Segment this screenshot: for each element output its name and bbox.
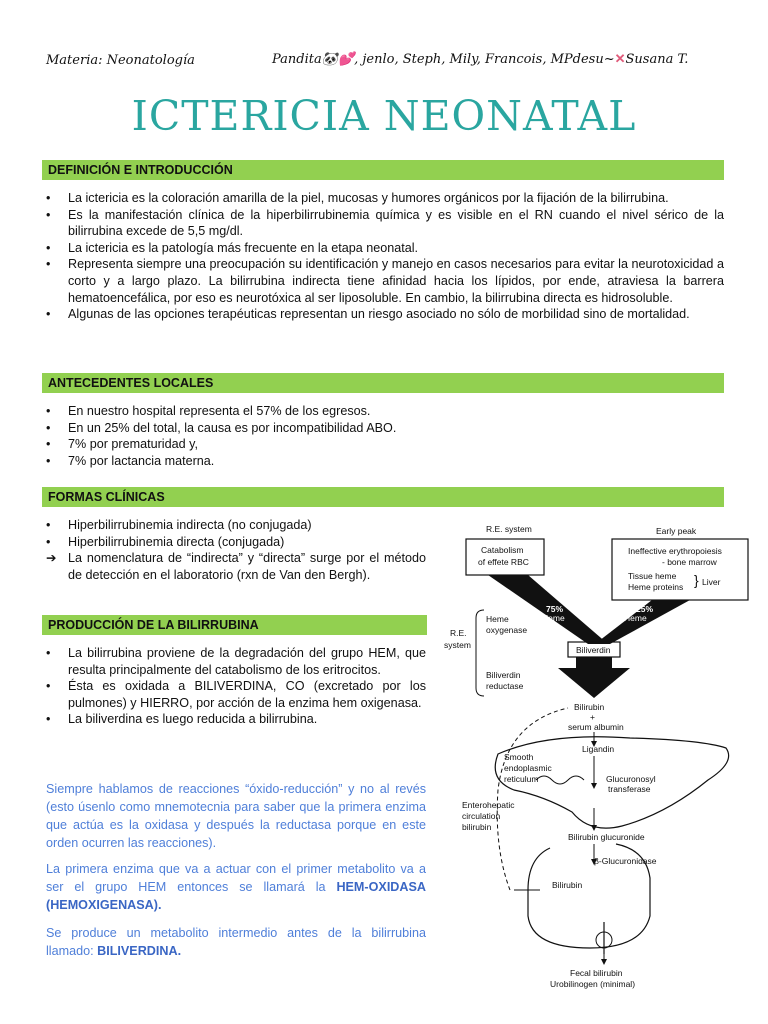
glucuronosyl-label-1: Glucuronosyl	[606, 774, 656, 784]
page-title: ICTERICIA NEONATAL	[131, 92, 637, 140]
liver-brace-icon: }	[694, 572, 699, 588]
glucuronosyl-label-2: transferase	[608, 784, 651, 794]
bullet-icon: •	[46, 646, 51, 660]
enterohepatic-dashed-path	[497, 708, 568, 890]
bullet-icon: •	[46, 534, 51, 549]
bullet-icon: •	[46, 518, 51, 532]
heme-proteins-label: Heme proteins	[628, 582, 684, 592]
list-item: • La ictericia es la coloración amarilla de la piel, mucosas y humores orgánicos por la fijación de la bilirrubina.	[46, 191, 669, 205]
biliverdina-term: BILIVERDINA.	[97, 944, 182, 958]
ineffective-label-2: - bone marrow	[662, 557, 717, 567]
authors-part-c: Susana T.	[625, 52, 689, 67]
ineffective-label-1: Ineffective erythropoiesis	[628, 546, 722, 556]
catabolism-label-1: Catabolism	[481, 545, 524, 555]
liver-label: Liver	[702, 577, 721, 587]
bilirubin-label: Bilirubin	[574, 702, 605, 712]
bullet-icon: •	[46, 240, 51, 255]
urobilinogen-label: Urobilinogen (minimal)	[550, 979, 636, 989]
list-item: • 7% por lactancia materna.	[46, 453, 215, 468]
panda-icon: 🐼	[321, 52, 338, 67]
re-system-top-label: R.E. system	[486, 524, 532, 534]
smooth-er-label-2: endoplasmic	[504, 763, 552, 773]
ligandin-label: Ligandin	[582, 744, 615, 754]
authors-part-a: Pandita	[272, 52, 322, 67]
list-produccion	[42, 645, 426, 728]
list-definicion	[42, 190, 724, 323]
list-item: • La bilirrubina proviene de la degradación del grupo HEM, que resulta principalmente del catabolismo de los eritrocitos.	[46, 646, 426, 677]
authors-label	[272, 52, 712, 67]
bullet-icon: •	[46, 437, 51, 452]
bullet-icon: •	[46, 207, 51, 222]
re-system-side-label-1: R.E.	[450, 628, 467, 638]
bullet-icon: •	[46, 257, 51, 272]
list-item: ➔ La nomenclatura de “indirecta” y “directa” surge por el método de detección en el laboratorio (rxn de Van den Bergh).	[46, 551, 426, 582]
section-heading-formas: FORMAS CLÍNICAS	[42, 487, 724, 507]
bullet-icon: •	[46, 453, 51, 468]
tissue-heme-label: Tissue heme	[628, 571, 677, 581]
bullet-icon: •	[46, 420, 51, 435]
pct-75-label: 75%	[546, 604, 564, 614]
beta-glucuronidase-label: β-Glucuronidase	[594, 856, 657, 866]
biliverdin-reductase-label-2: reductase	[486, 681, 524, 691]
list-item: • La ictericia es la patología más frecuente en la etapa neonatal.	[46, 240, 419, 255]
heme-oxygenase-label-1: Heme	[486, 614, 509, 624]
enterohepatic-label-1: Enterohepatic	[462, 800, 515, 810]
biliverdin-label: Biliverdin	[576, 645, 611, 655]
section-heading-antecedentes: ANTECEDENTES LOCALES	[42, 373, 724, 393]
section-heading-produccion: PRODUCCIÓN DE LA BILIRRUBINA	[42, 615, 427, 635]
list-item: • 7% por prematuridad y,	[46, 437, 198, 452]
cross-icon: ✕	[614, 52, 626, 67]
bullet-icon: •	[46, 712, 51, 727]
heme-oxygenase-label-2: oxygenase	[486, 625, 528, 635]
smooth-er-label-1: Smooth	[504, 752, 534, 762]
enterohepatic-label-2: circulation	[462, 811, 501, 821]
list-item: • Algunas de las opciones terapéuticas representan un riesgo asociado no sólo de morbilidad sino de mortalidad.	[46, 307, 690, 322]
bilirubin-intestine-label: Bilirubin	[552, 880, 583, 890]
serum-albumin-label: serum albumin	[568, 722, 624, 732]
plus-label: +	[590, 712, 595, 722]
bullet-icon: •	[46, 404, 51, 418]
authors-part-b: 💕, jenlo, Steph, Mily, Francois, MPdesu~	[337, 52, 615, 67]
arrow-right-icon: ➔	[46, 551, 57, 566]
bullet-icon: •	[46, 679, 51, 694]
bullet-icon: •	[46, 307, 51, 322]
list-item: • Representa siempre una preocupación su identificación y manejo en casos necesarios para evitar la neurotoxicidad a corto y a largo plazo. La bilirrubina indirecta tiene afinidad hacia los lípidos, por ende, atraviesa la barrera hematoencefálica, por eso es neurotóxica al ser liposoluble. En cambio, la bilirrubina directa es hidrosoluble.	[46, 257, 724, 305]
early-peak-label: Early peak	[656, 526, 697, 536]
re-system-side-label-2: system	[444, 640, 471, 650]
list-formas	[42, 517, 426, 583]
mnemonic-paragraph: Siempre hablamos de reacciones “óxido-reducción” y no al revés (esto úsenlo como mnemotecnia para saber que la primera enzima que actúa es la oxidasa y después la reductasa porque en este orden ocurren las reacciones).	[46, 782, 426, 850]
hem-oxidasa-paragraph: La primera enzima que va a actuar con el primer metabolito va a ser el grupo HEM entonces se llamará la HEM-OXIDASA (HEMOXIGENASA).	[46, 862, 426, 912]
enterohepatic-label-3: bilirubin	[462, 822, 492, 832]
catabolism-label-2: of effete RBC	[478, 557, 529, 567]
er-squiggle	[536, 776, 584, 784]
heme-left-label: Heme	[542, 613, 565, 623]
pct-25-label: 25%	[636, 604, 654, 614]
bilirubin-metabolism-diagram	[440, 518, 762, 1018]
heme-right-label: Heme	[624, 613, 647, 623]
re-system-bracket	[476, 610, 484, 696]
section-heading-definicion: DEFINICIÓN E INTRODUCCIÓN	[42, 160, 724, 180]
bullet-icon: •	[46, 191, 51, 205]
hem-oxidasa-term: HEM-OXIDASA (HEMOXIGENASA).	[46, 880, 426, 912]
bilirubin-arrow	[558, 657, 630, 698]
subject-label: Materia: Neonatología	[46, 53, 195, 68]
list-item: • En nuestro hospital representa el 57% de los egresos.	[46, 404, 371, 418]
bilirubin-glucuronide-label: Bilirubin glucuronide	[568, 832, 645, 842]
smooth-er-label-3: reticulum	[504, 774, 539, 784]
fecal-bilirubin-label: Fecal bilirubin	[570, 968, 623, 978]
biliverdina-paragraph: Se produce un metabolito intermedio antes de la bilirrubina llamado: BILIVERDINA.	[46, 926, 426, 958]
list-item: • La biliverdina es luego reducida a bilirrubina.	[46, 712, 318, 727]
list-item: • Hiperbilirrubinemia indirecta (no conjugada)	[46, 518, 312, 532]
list-item: • Ésta es oxidada a BILIVERDINA, CO (excretado por los pulmones) y HIERRO, por acción de la enzima hem oxigenasa.	[46, 679, 426, 710]
list-item: • En un 25% del total, la causa es por incompatibilidad ABO.	[46, 420, 397, 435]
list-item: • Es la manifestación clínica de la hiperbilirrubinemia química y es visible en el RN cuando el nivel sérico de la bilirrubina excede de 5,5 mg/dl.	[46, 207, 724, 239]
list-antecedentes	[42, 403, 724, 469]
list-item: • Hiperbilirrubinemia directa (conjugada)	[46, 534, 285, 549]
biliverdin-reductase-label-1: Biliverdin	[486, 670, 521, 680]
